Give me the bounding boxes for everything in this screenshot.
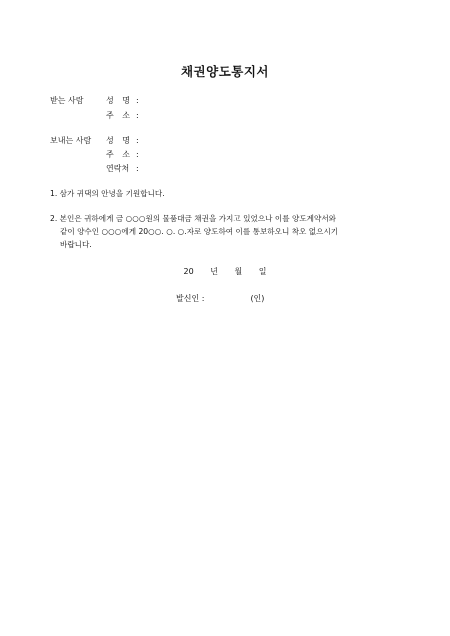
paragraph-notice bbox=[50, 212, 380, 251]
recipient-address-label: 주 소 bbox=[106, 111, 133, 120]
seal-mark: (인) bbox=[250, 294, 265, 303]
paragraph-greeting bbox=[50, 187, 380, 200]
paragraph-greeting-text: 1. 삼가 귀댁의 안녕을 기원합니다. bbox=[50, 189, 165, 198]
sender-contact-colon: : bbox=[136, 164, 139, 173]
sender-address-label: 주 소 bbox=[106, 150, 133, 159]
sender-role-label: 보내는 사람 bbox=[50, 136, 92, 145]
paragraph-notice-line: 바랍니다. bbox=[60, 240, 92, 249]
recipient-role-label: 받는 사람 bbox=[50, 96, 84, 105]
recipient-address-colon: : bbox=[136, 111, 139, 120]
sender-name-label: 성 명 bbox=[106, 136, 133, 145]
sender-contact-label: 연락처 bbox=[106, 164, 130, 173]
paragraph-notice-line: 2. 본인은 귀하에게 금 ○○○원의 물품대금 채권을 가지고 있었으나 이를 양도계약서와 bbox=[50, 214, 336, 223]
signature-line bbox=[176, 293, 264, 304]
document-title: 채권양도통지서 bbox=[180, 64, 270, 79]
paragraph-notice-line: 같이 양수인 ○○○에게 20○○. ○. ○.자로 양도하여 이를 통보하오니 착오 없으시기 bbox=[60, 227, 339, 236]
date-line: 20 년 월 일 bbox=[183, 267, 267, 276]
recipient-name-label: 성 명 bbox=[106, 96, 133, 105]
sender-name-colon: : bbox=[136, 136, 139, 145]
signature-label: 발신인 : bbox=[176, 294, 205, 303]
recipient-name-colon: : bbox=[136, 96, 139, 105]
sender-address-colon: : bbox=[136, 150, 139, 159]
